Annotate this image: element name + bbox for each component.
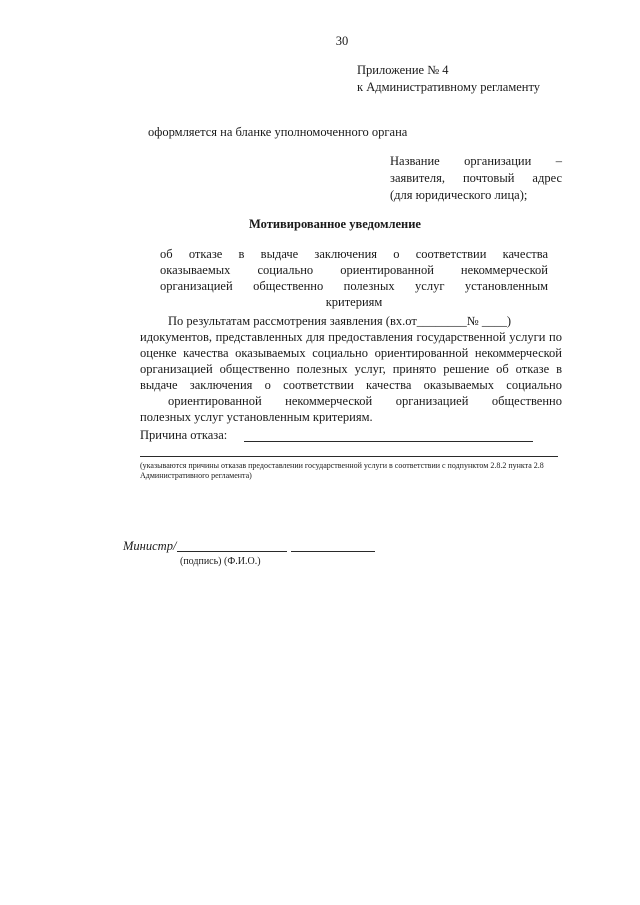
appendix-reference: к Административному регламенту — [357, 80, 541, 94]
addressee-line-3: (для юридического лица); — [390, 188, 528, 202]
body-line-6: ориентированной некоммерческой организацией общественно — [168, 394, 562, 408]
subtitle-line-3: организацией общественно полезных услуг установленным — [160, 279, 548, 293]
subtitle-line-1: об отказе в выдаче заключения о соответствии качества — [160, 247, 548, 261]
body-line-7: полезных услуг установленным критериям. — [140, 410, 373, 424]
addressee-block — [390, 153, 562, 204]
document-title: Мотивированное уведомление — [249, 217, 421, 231]
addressee-line-2: заявителя, почтовый адрес — [390, 171, 562, 185]
reason-input-line[interactable] — [244, 441, 533, 442]
full-name-line[interactable] — [291, 551, 375, 552]
body-line-1: По результатам рассмотрения заявления (вх.от________№ ____) — [168, 314, 511, 328]
body-line-2: идокументов, представленных для предоставления государственной услуги по — [140, 330, 562, 344]
document-body — [140, 313, 562, 425]
document-subtitle — [160, 246, 548, 310]
appendix-header — [357, 62, 540, 96]
reason-footnote: (указываются причины отказав предоставлении государственной услуги в соответствии с подпунктом 2.8.2 пункта 2.8 Административного регламента) — [140, 461, 544, 480]
subtitle-line-2: оказываемых социально ориентированной некоммерческой — [160, 263, 548, 277]
signature-role: Министр/ — [123, 539, 177, 553]
body-line-3: оценке качества оказываемых социально ориентированной некоммерческой — [140, 346, 562, 360]
signature-line[interactable] — [177, 551, 287, 552]
reason-continuation-line[interactable] — [140, 456, 558, 457]
subtitle-line-4: критериям — [325, 295, 383, 309]
reason-label: Причина отказа: — [140, 428, 228, 442]
appendix-number: Приложение № 4 — [357, 63, 449, 77]
page-number: 30 — [335, 34, 349, 48]
signature-caption: (подпись) (Ф.И.О.) — [180, 556, 261, 567]
body-line-5: выдаче заключения о соответствии качества оказываемых социально — [140, 378, 562, 392]
body-line-4: организацией общественно полезных услуг, принято решение об отказе в — [140, 362, 562, 376]
addressee-line-1: Название организации – — [390, 154, 562, 168]
form-note: оформляется на бланке уполномоченного органа — [148, 125, 408, 139]
